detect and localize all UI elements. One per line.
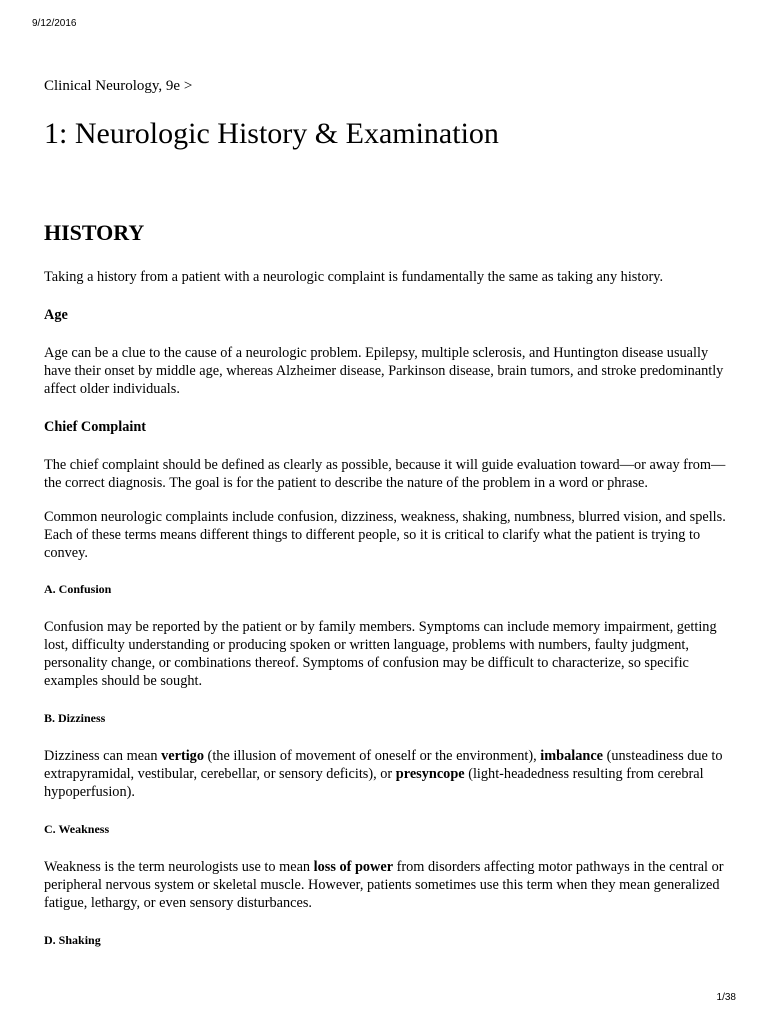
section-heading-history: HISTORY <box>44 220 145 245</box>
term-vertigo: vertigo <box>161 748 204 764</box>
dizziness-text-2: (the illusion of movement of oneself or the environment), <box>203 748 541 764</box>
term-loss-of-power: loss of power <box>313 859 394 875</box>
history-intro: Taking a history from a patient with a neurologic complaint is fundamentally the same as taking any history. <box>44 269 664 285</box>
subheading-dizziness: B. Dizziness <box>44 711 106 725</box>
weakness-text-2: from disorders affecting motor pathways in the central or peripheral nervous system or skeletal muscle. However, patients sometimes use this term when they mean generalized fatigue, lethargy, or even sensory disturbances. <box>44 859 724 911</box>
subheading-chief-complaint: Chief Complaint <box>44 419 147 435</box>
subheading-weakness: C. Weakness <box>44 822 110 836</box>
page-number: 1/38 <box>716 992 736 1003</box>
subheading-age: Age <box>44 307 68 323</box>
weakness-text-1: Weakness is the term neurologists use to mean <box>44 859 314 875</box>
chief-complaint-paragraph-1: The chief complaint should be defined as clearly as possible, because it will guide evaluation toward—or away from—the correct diagnosis. The goal is for the patient to describe the nature of the problem in a word or phrase. <box>44 457 726 491</box>
dizziness-paragraph <box>44 747 734 801</box>
subheading-shaking: D. Shaking <box>44 933 101 947</box>
weakness-paragraph <box>44 858 734 912</box>
subheading-confusion: A. Confusion <box>44 582 112 596</box>
age-paragraph: Age can be a clue to the cause of a neurologic problem. Epilepsy, multiple sclerosis, and Huntington disease usually have their onset by middle age, whereas Alzheimer disease, Parkinson disease, brain tumors, and stroke predominantly affect older individuals. <box>44 345 724 397</box>
term-presyncope: presyncope <box>395 766 465 782</box>
dizziness-text-3: (unsteadiness due to extrapyramidal, vestibular, cerebellar, or sensory deficits), or <box>44 748 723 782</box>
page-title: 1: Neurologic History & Examination <box>44 117 499 150</box>
confusion-paragraph: Confusion may be reported by the patient or by family members. Symptoms can include memory impairment, getting lost, difficulty understanding or producing spoken or written language, problems with numbers, faulty judgment, personality change, or combinations thereof. Symptoms of confusion may be difficult to characterize, so specific examples should be sought. <box>44 619 717 689</box>
chief-complaint-paragraph-2: Common neurologic complaints include confusion, dizziness, weakness, shaking, numbness, blurred vision, and spells. Each of these terms means different things to different people, so it is critical to clarify what the patient is trying to convey. <box>44 509 726 561</box>
document-body <box>44 76 734 948</box>
breadcrumb[interactable]: Clinical Neurology, 9e > <box>44 78 193 94</box>
dizziness-text-1: Dizziness can mean <box>44 748 162 764</box>
term-imbalance: imbalance <box>540 748 604 764</box>
dizziness-text-4: (light-headedness resulting from cerebral hypoperfusion). <box>44 766 704 800</box>
print-date: 9/12/2016 <box>32 18 77 29</box>
